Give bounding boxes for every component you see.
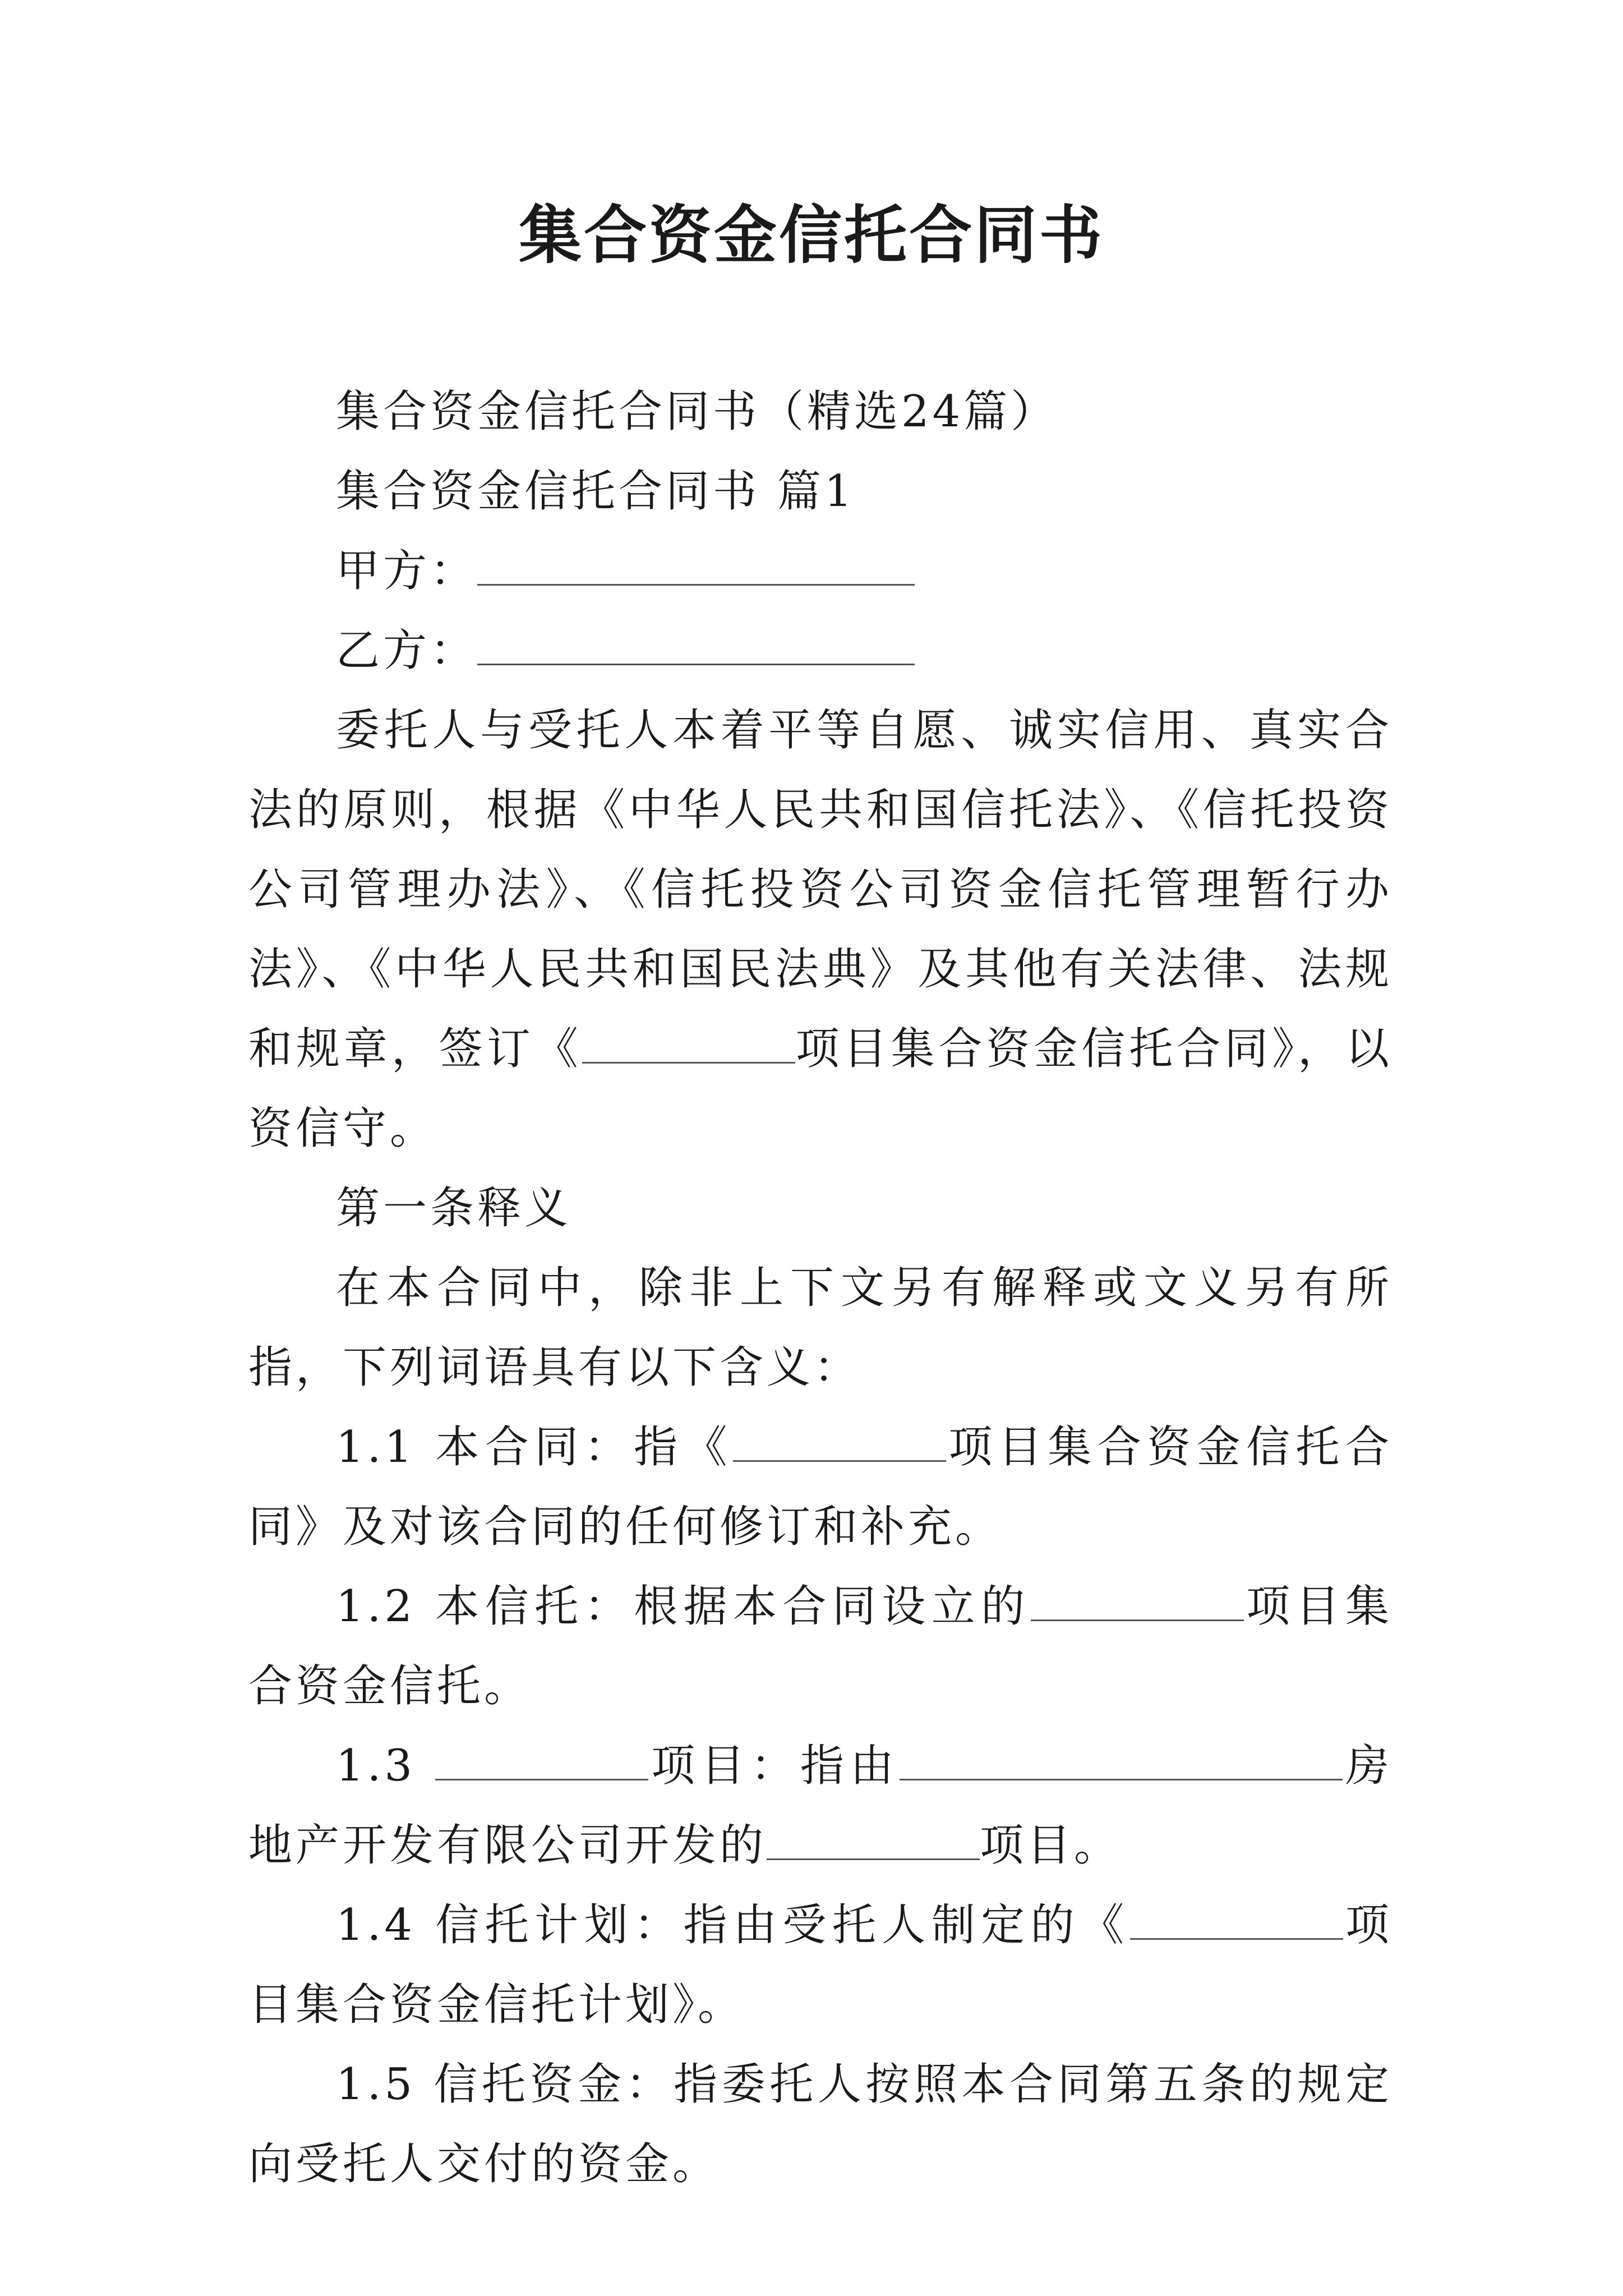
clause-1-2-blank xyxy=(1031,1586,1244,1621)
clause-1-1-text-1: 1.1 本合同：指《 xyxy=(336,1422,733,1473)
party-b-label: 乙方： xyxy=(336,625,478,676)
subtitle: 集合资金信托合同书（精选24篇） xyxy=(336,386,1058,437)
clause-1-3 xyxy=(248,1726,1393,1885)
project-name-blank xyxy=(582,1028,795,1064)
clause-1-1 xyxy=(248,1407,1393,1567)
clause-1-3-text-1: 1.3 xyxy=(336,1741,436,1791)
clause-1-3-text-4: 项目。 xyxy=(980,1820,1122,1871)
document-title: 集合资金信托合同书 xyxy=(519,199,1104,272)
party-b-blank xyxy=(477,630,915,665)
clause-1-4-text-2: 项目集合资金信托计划》。 xyxy=(248,1900,1393,2030)
party-a-line xyxy=(248,531,1393,611)
clause-1-1-text-2: 项目集合资金信托合同》及对该合同的任何修订和补充。 xyxy=(248,1422,1393,1552)
clause-1-3-blank-2 xyxy=(900,1745,1343,1780)
clause-1-2 xyxy=(248,1567,1393,1726)
intro-paragraph xyxy=(248,691,1393,1168)
part-heading: 集合资金信托合同书 篇1 xyxy=(336,466,856,517)
clause-1-4 xyxy=(248,1885,1393,2045)
clause-1-4-blank xyxy=(1130,1904,1343,1940)
clause-1-4-text-1: 1.4 信托计划：指由受托人制定的《 xyxy=(336,1900,1130,1950)
document-body xyxy=(248,372,1393,2204)
clause-1-3-blank-1 xyxy=(435,1745,648,1780)
party-a-label: 甲方： xyxy=(336,546,478,596)
intro-text-2: 项目集合资金信托合同》，以资信守。 xyxy=(248,1024,1393,1154)
clause-1-5: 1.5 信托资金：指委托人按照本合同第五条的规定向受托人交付的资金。 xyxy=(248,2059,1393,2189)
clause-1-3-text-2: 项目：指由 xyxy=(648,1741,900,1791)
intro-text-1: 委托人与受托人本着平等自愿、诚实信用、真实合法的原则，根据《中华人民共和国信托法》、《信托投资公司管理办法》、《信托投资公司资金信托管理暂行办法》、《中华人民共和国民法典》及其他有关法律、法规和规章，签订《 xyxy=(248,705,1393,1074)
clause-1-3-text-3: 房地产开发有限公司开发的 xyxy=(248,1741,1393,1871)
party-a-blank xyxy=(477,550,915,586)
article-1-heading: 第一条释义 xyxy=(336,1183,572,1234)
clause-1-1-blank xyxy=(733,1427,946,1462)
party-b-line xyxy=(248,611,1393,691)
clause-1-2-text-2: 项目集合资金信托。 xyxy=(248,1581,1393,1711)
clause-1-2-text-1: 1.2 本信托：根据本合同设立的 xyxy=(336,1581,1031,1632)
article-1-intro: 在本合同中，除非上下文另有解释或文义另有所指，下列词语具有以下含义： xyxy=(248,1263,1393,1393)
clause-1-3-blank-3 xyxy=(767,1825,980,1860)
